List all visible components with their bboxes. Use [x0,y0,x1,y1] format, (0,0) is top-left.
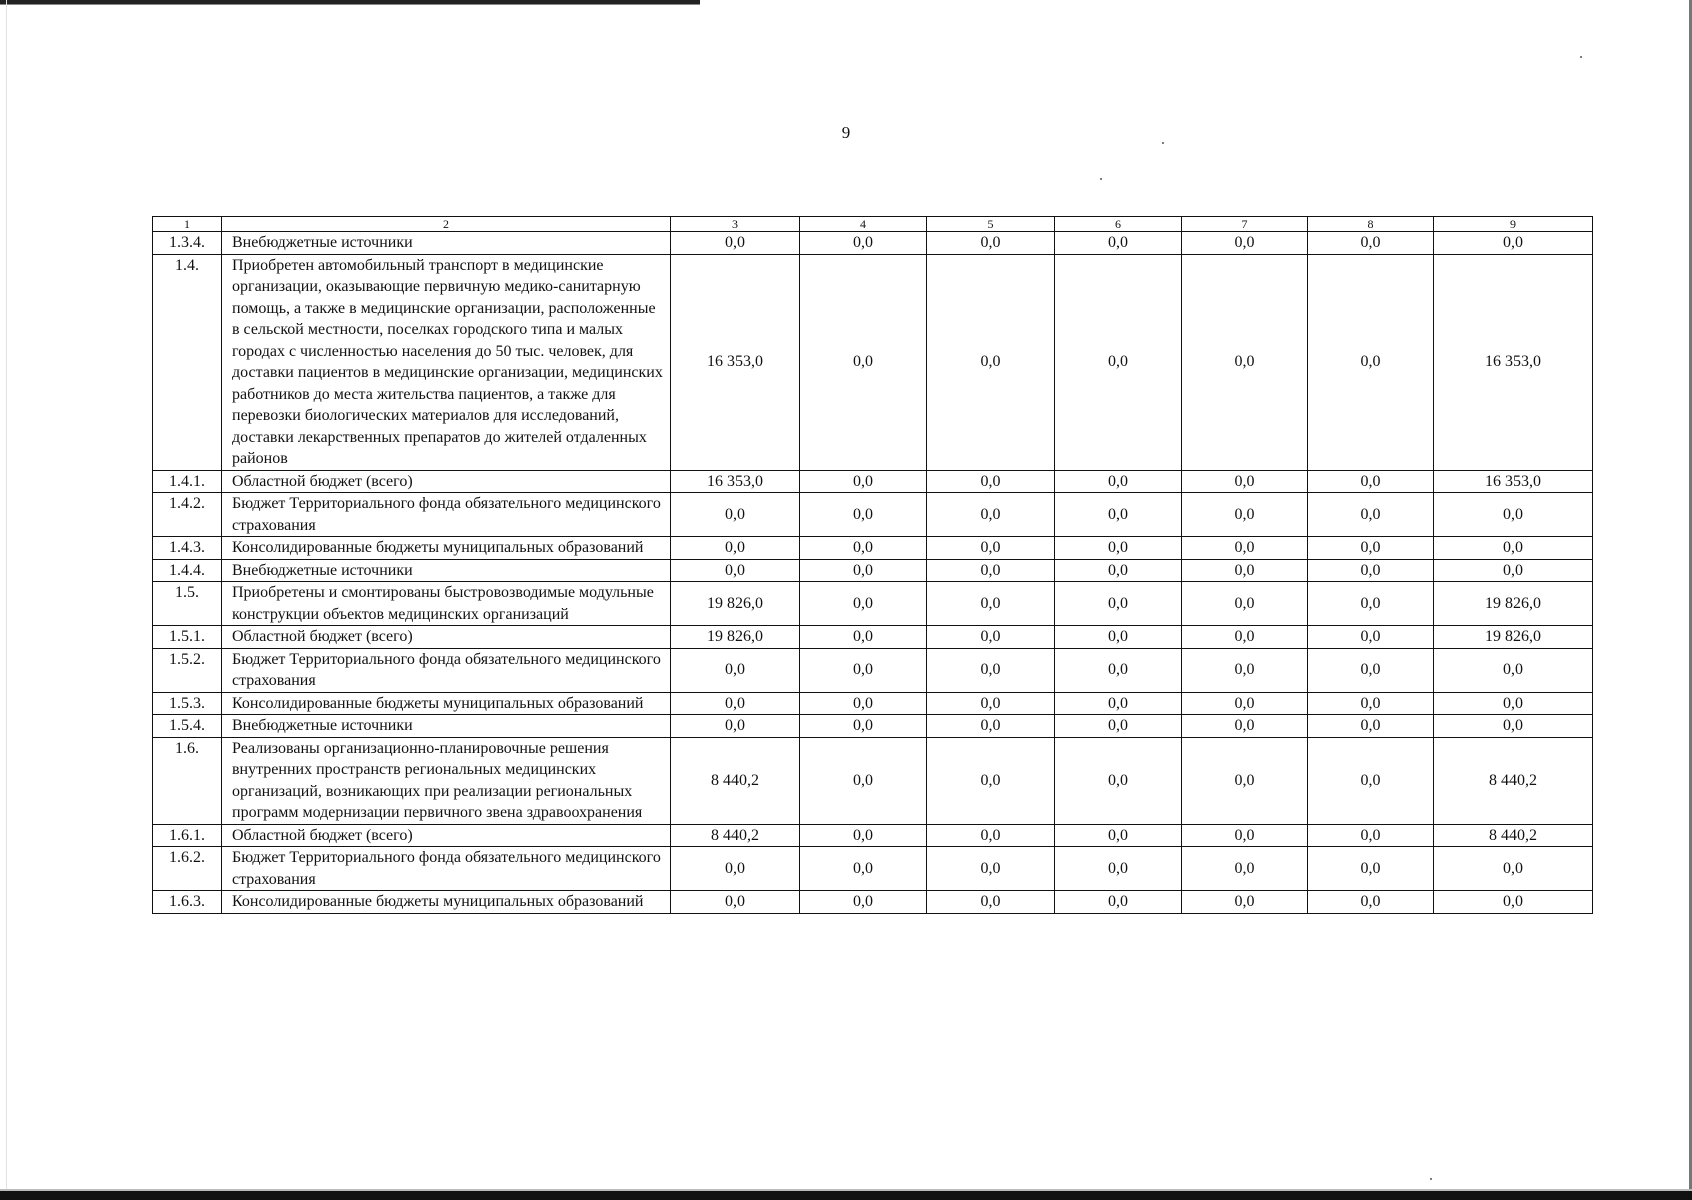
value-cell-col-5: 0,0 [927,737,1055,824]
value-cell-col-6: 0,0 [1055,559,1182,582]
value-cell-col-4: 0,0 [800,737,927,824]
table-row [153,232,1593,255]
row-number: 1.6.1. [153,824,222,847]
table-row [153,493,1593,537]
header-cell: 1 [153,217,222,232]
value-cell-col-6: 0,0 [1055,715,1182,738]
value-cell-col-4: 0,0 [800,715,927,738]
table-row [153,715,1593,738]
value-cell-col-9: 0,0 [1434,891,1593,914]
scan-speck [1580,56,1582,58]
value-cell-col-6: 0,0 [1055,692,1182,715]
value-cell-col-5: 0,0 [927,559,1055,582]
value-cell-col-3: 16 353,0 [671,254,800,470]
value-cell-col-7: 0,0 [1182,470,1308,493]
value-cell-col-6: 0,0 [1055,232,1182,255]
table-row [153,891,1593,914]
value-cell-col-7: 0,0 [1182,582,1308,626]
value-cell-col-9: 0,0 [1434,715,1593,738]
row-description: Бюджет Территориального фонда обязательного медицинского страхования [222,847,671,891]
value-cell-col-9: 16 353,0 [1434,254,1593,470]
value-cell-col-9: 19 826,0 [1434,626,1593,649]
value-cell-col-6: 0,0 [1055,626,1182,649]
value-cell-col-3: 0,0 [671,537,800,560]
row-number: 1.4.1. [153,470,222,493]
header-cell: 5 [927,217,1055,232]
header-cell: 4 [800,217,927,232]
row-number: 1.4.3. [153,537,222,560]
value-cell-col-5: 0,0 [927,582,1055,626]
value-cell-col-8: 0,0 [1308,692,1434,715]
page-number: 9 [841,123,851,142]
value-cell-col-5: 0,0 [927,891,1055,914]
value-cell-col-8: 0,0 [1308,737,1434,824]
row-number: 1.4.2. [153,493,222,537]
value-cell-col-7: 0,0 [1182,737,1308,824]
value-cell-col-7: 0,0 [1182,824,1308,847]
value-cell-col-9: 19 826,0 [1434,582,1593,626]
value-cell-col-6: 0,0 [1055,582,1182,626]
value-cell-col-5: 0,0 [927,692,1055,715]
value-cell-col-7: 0,0 [1182,232,1308,255]
value-cell-col-4: 0,0 [800,559,927,582]
value-cell-col-3: 0,0 [671,559,800,582]
value-cell-col-4: 0,0 [800,493,927,537]
value-cell-col-5: 0,0 [927,493,1055,537]
value-cell-col-9: 0,0 [1434,232,1593,255]
value-cell-col-9: 0,0 [1434,537,1593,560]
value-cell-col-9: 0,0 [1434,847,1593,891]
value-cell-col-3: 0,0 [671,692,800,715]
value-cell-col-3: 0,0 [671,847,800,891]
row-number: 1.5. [153,582,222,626]
row-description: Областной бюджет (всего) [222,626,671,649]
value-cell-col-6: 0,0 [1055,891,1182,914]
row-description: Консолидированные бюджеты муниципальных образований [222,537,671,560]
row-number: 1.5.1. [153,626,222,649]
value-cell-col-8: 0,0 [1308,254,1434,470]
value-cell-col-5: 0,0 [927,626,1055,649]
value-cell-col-4: 0,0 [800,537,927,560]
row-number: 1.5.3. [153,692,222,715]
value-cell-col-9: 0,0 [1434,692,1593,715]
value-cell-col-7: 0,0 [1182,559,1308,582]
scan-edge-left [6,0,7,1200]
value-cell-col-8: 0,0 [1308,891,1434,914]
value-cell-col-8: 0,0 [1308,648,1434,692]
value-cell-col-4: 0,0 [800,648,927,692]
value-cell-col-5: 0,0 [927,847,1055,891]
value-cell-col-7: 0,0 [1182,254,1308,470]
row-description: Внебюджетные источники [222,715,671,738]
value-cell-col-9: 8 440,2 [1434,824,1593,847]
value-cell-col-7: 0,0 [1182,847,1308,891]
value-cell-col-8: 0,0 [1308,847,1434,891]
row-number: 1.5.4. [153,715,222,738]
value-cell-col-3: 16 353,0 [671,470,800,493]
row-number: 1.6. [153,737,222,824]
value-cell-col-5: 0,0 [927,537,1055,560]
table-row [153,692,1593,715]
value-cell-col-9: 0,0 [1434,648,1593,692]
value-cell-col-6: 0,0 [1055,493,1182,537]
table-row [153,470,1593,493]
value-cell-col-9: 8 440,2 [1434,737,1593,824]
value-cell-col-4: 0,0 [800,232,927,255]
value-cell-col-3: 19 826,0 [671,582,800,626]
value-cell-col-8: 0,0 [1308,626,1434,649]
header-cell: 7 [1182,217,1308,232]
row-description: Консолидированные бюджеты муниципальных образований [222,692,671,715]
table-row [153,626,1593,649]
scan-speck [1430,1178,1432,1180]
value-cell-col-3: 0,0 [671,232,800,255]
header-cell: 9 [1434,217,1593,232]
row-number: 1.3.4. [153,232,222,255]
value-cell-col-6: 0,0 [1055,254,1182,470]
value-cell-col-8: 0,0 [1308,470,1434,493]
header-cell: 6 [1055,217,1182,232]
value-cell-col-5: 0,0 [927,470,1055,493]
table-row [153,582,1593,626]
value-cell-col-3: 0,0 [671,715,800,738]
value-cell-col-5: 0,0 [927,715,1055,738]
row-description: Областной бюджет (всего) [222,824,671,847]
value-cell-col-7: 0,0 [1182,626,1308,649]
value-cell-col-8: 0,0 [1308,824,1434,847]
value-cell-col-3: 0,0 [671,891,800,914]
value-cell-col-3: 8 440,2 [671,824,800,847]
value-cell-col-4: 0,0 [800,847,927,891]
header-row [153,217,1593,232]
value-cell-col-7: 0,0 [1182,493,1308,537]
value-cell-col-3: 19 826,0 [671,626,800,649]
row-description: Консолидированные бюджеты муниципальных образований [222,891,671,914]
value-cell-col-7: 0,0 [1182,891,1308,914]
row-description: Внебюджетные источники [222,559,671,582]
scan-edge-bottom [0,1191,1692,1200]
row-description: Приобретен автомобильный транспорт в медицинские организации, оказывающие первичную медико-санитарную помощь, а также в медицинские организации, расположенные в сельской местности, поселках городского типа и малых городах с численностью населения до 50 тыс. человек, для доставки пациентов в медицинские организации, медицинских работников до места жительства пациентов, а также для перевозки биологических материалов для исследований, доставки лекарственных препаратов до жителей отдаленных районов [222,254,671,470]
value-cell-col-6: 0,0 [1055,737,1182,824]
row-description: Бюджет Территориального фонда обязательного медицинского страхования [222,648,671,692]
value-cell-col-6: 0,0 [1055,537,1182,560]
value-cell-col-5: 0,0 [927,254,1055,470]
value-cell-col-5: 0,0 [927,648,1055,692]
table-row [153,254,1593,470]
value-cell-col-6: 0,0 [1055,470,1182,493]
row-description: Бюджет Территориального фонда обязательного медицинского страхования [222,493,671,537]
value-cell-col-8: 0,0 [1308,559,1434,582]
row-number: 1.4.4. [153,559,222,582]
row-number: 1.6.3. [153,891,222,914]
table-row [153,737,1593,824]
value-cell-col-7: 0,0 [1182,537,1308,560]
table-row [153,537,1593,560]
value-cell-col-5: 0,0 [927,232,1055,255]
header-cell: 8 [1308,217,1434,232]
value-cell-col-4: 0,0 [800,824,927,847]
value-cell-col-3: 0,0 [671,493,800,537]
value-cell-col-7: 0,0 [1182,715,1308,738]
table-row [153,824,1593,847]
row-description: Реализованы организационно-планировочные решения внутренних пространств региональных медицинских организаций, возникающих при реализации региональных программ модернизации первичного звена здравоохранения [222,737,671,824]
value-cell-col-4: 0,0 [800,582,927,626]
value-cell-col-8: 0,0 [1308,232,1434,255]
value-cell-col-6: 0,0 [1055,847,1182,891]
value-cell-col-3: 0,0 [671,648,800,692]
value-cell-col-4: 0,0 [800,254,927,470]
value-cell-col-8: 0,0 [1308,715,1434,738]
value-cell-col-7: 0,0 [1182,648,1308,692]
value-cell-col-8: 0,0 [1308,582,1434,626]
table-row [153,559,1593,582]
scan-edge-top-shadow [0,4,700,5]
value-cell-col-6: 0,0 [1055,824,1182,847]
budget-table [152,216,1593,914]
value-cell-col-4: 0,0 [800,891,927,914]
value-cell-col-8: 0,0 [1308,537,1434,560]
value-cell-col-6: 0,0 [1055,648,1182,692]
value-cell-col-7: 0,0 [1182,692,1308,715]
table-body [153,217,1593,914]
value-cell-col-8: 0,0 [1308,493,1434,537]
value-cell-col-5: 0,0 [927,824,1055,847]
value-cell-col-3: 8 440,2 [671,737,800,824]
header-cell: 3 [671,217,800,232]
value-cell-col-4: 0,0 [800,626,927,649]
value-cell-col-9: 16 353,0 [1434,470,1593,493]
row-description: Внебюджетные источники [222,232,671,255]
row-number: 1.6.2. [153,847,222,891]
row-number: 1.4. [153,254,222,470]
scan-speck [1100,178,1102,180]
table-row [153,648,1593,692]
row-number: 1.5.2. [153,648,222,692]
header-cell: 2 [222,217,671,232]
value-cell-col-4: 0,0 [800,692,927,715]
value-cell-col-4: 0,0 [800,470,927,493]
table-row [153,847,1593,891]
row-description: Приобретены и смонтированы быстровозводимые модульные конструкции объектов медицинских организаций [222,582,671,626]
value-cell-col-9: 0,0 [1434,493,1593,537]
value-cell-col-9: 0,0 [1434,559,1593,582]
row-description: Областной бюджет (всего) [222,470,671,493]
